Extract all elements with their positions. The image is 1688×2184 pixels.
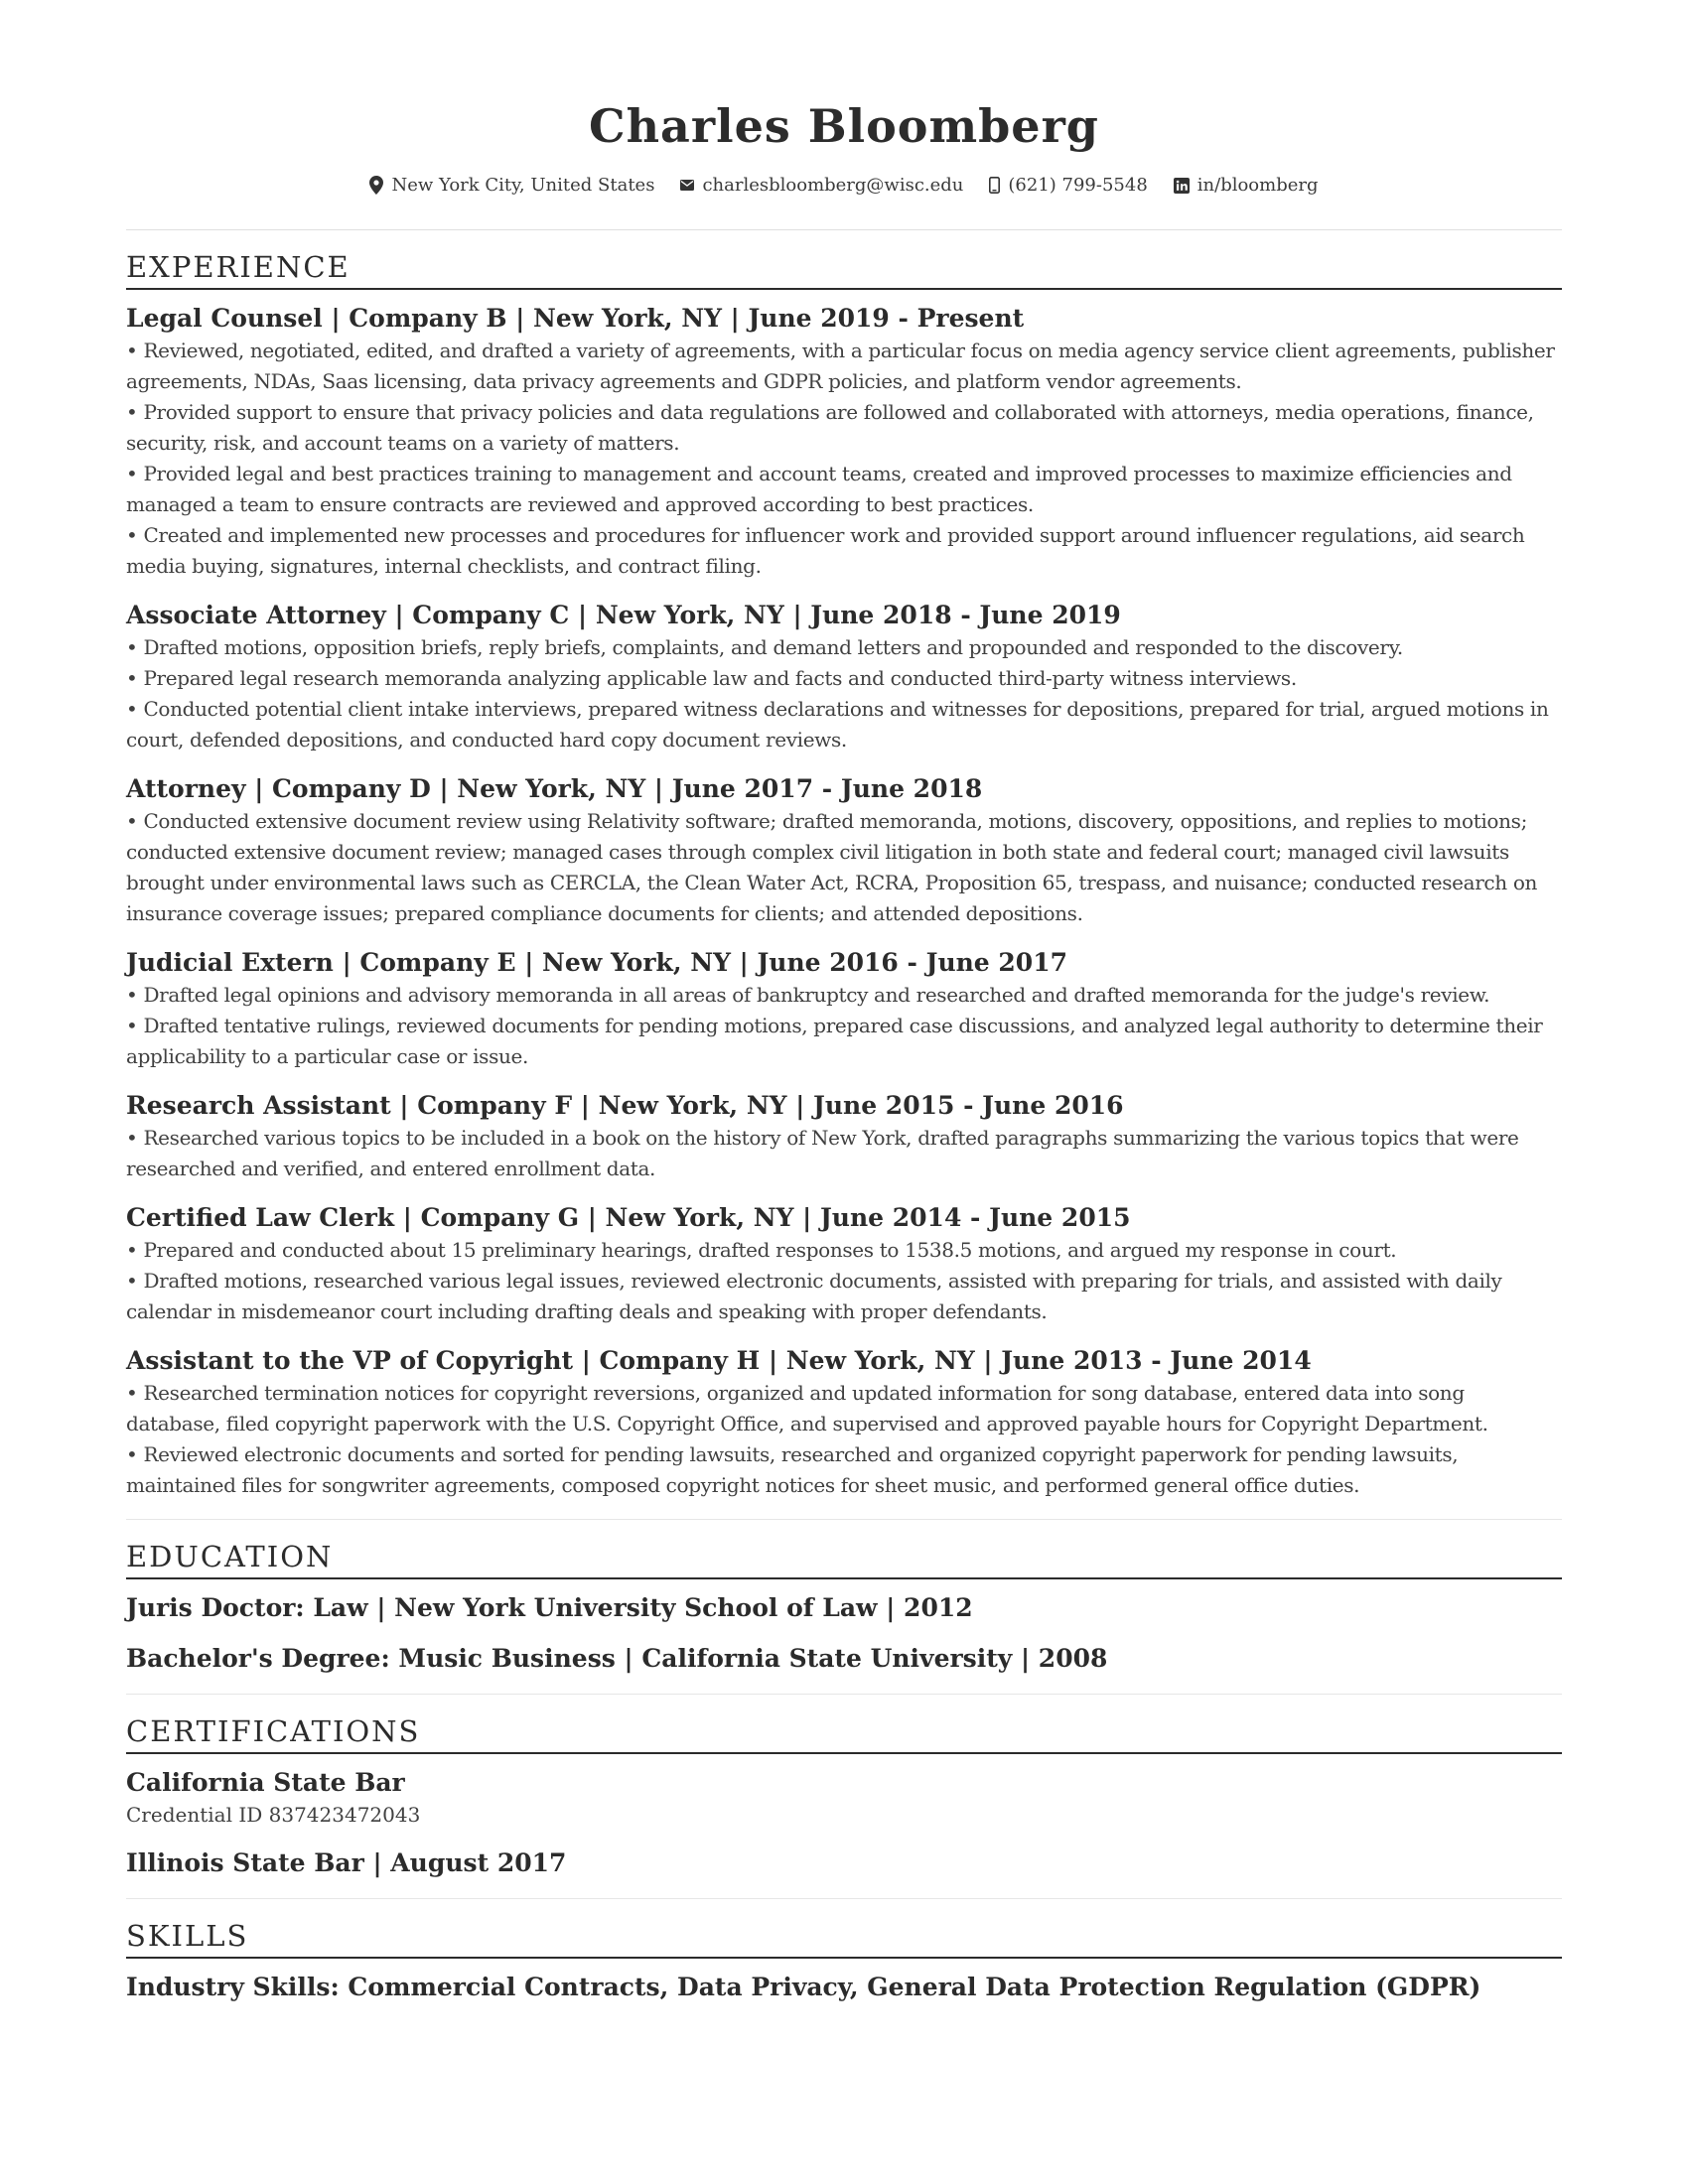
experience-entry bbox=[126, 1344, 1562, 1501]
entry-title: Bachelor's Degree: Music Business | California State University | 2008 bbox=[126, 1644, 1108, 1673]
bullet-list bbox=[126, 1235, 1562, 1327]
bullet-list bbox=[126, 336, 1562, 582]
bullet-list bbox=[126, 632, 1562, 755]
bullet-item: • Provided support to ensure that privacy policies and data regulations are followed and collaborated with attorneys, media operations, finance, security, risk, and account teams on a variety of matters. bbox=[126, 400, 1534, 455]
location-text: New York City, United States bbox=[391, 175, 655, 196]
header-divider bbox=[126, 229, 1562, 230]
credential-id: Credential ID 837423472043 bbox=[126, 1803, 421, 1827]
candidate-name: Charles Bloomberg bbox=[589, 99, 1099, 153]
entry-title: Research Assistant | Company F | New York, NY | June 2015 - June 2016 bbox=[126, 1091, 1124, 1120]
contact-phone[interactable] bbox=[989, 175, 1147, 196]
linkedin-icon bbox=[1174, 178, 1190, 194]
experience-entry bbox=[126, 772, 1562, 929]
bullet-item: • Prepared and conducted about 15 preliminary hearings, drafted responses to 1538.5 motions, and argued my response in court. bbox=[126, 1238, 1397, 1262]
bullet-item: • Drafted legal opinions and advisory memoranda in all areas of bankruptcy and researched and drafted memoranda for the judge's review. bbox=[126, 983, 1490, 1007]
bullet-item: • Conducted potential client intake interviews, prepared witness declarations and witnesses for depositions, prepared for trial, argued motions in court, defended depositions, and conducted hard copy document reviews. bbox=[126, 697, 1549, 751]
certification-entry bbox=[126, 1846, 1562, 1880]
envelope-icon bbox=[680, 180, 694, 191]
bullet-item: • Researched various topics to be included in a book on the history of New York, drafted paragraphs summarizing the various topics that were researched and verified, and entered enrollment data. bbox=[126, 1126, 1519, 1180]
section-divider bbox=[126, 1519, 1562, 1520]
bullet-item: • Drafted tentative rulings, reviewed documents for pending motions, prepared case discussions, and analyzed legal authority to determine their applicability to a particular case or issue. bbox=[126, 1014, 1543, 1068]
experience-entry bbox=[126, 599, 1562, 755]
experience-section bbox=[126, 250, 1562, 1520]
contact-location bbox=[369, 175, 654, 196]
contact-linkedin[interactable] bbox=[1174, 175, 1319, 196]
bullet-item: • Researched termination notices for copyright reversions, organized and updated information for song database, entered data into song database, filed copyright paperwork with the U.S. Copyright Office, and supervised and approved payable hours for Copyright Department. bbox=[126, 1381, 1488, 1435]
entry-title: Attorney | Company D | New York, NY | June 2017 - June 2018 bbox=[126, 774, 983, 803]
section-title-experience: EXPERIENCE bbox=[126, 250, 1562, 290]
bullet-item: • Conducted extensive document review using Relativity software; drafted memoranda, motions, discovery, oppositions, and replies to motions; conducted extensive document review; managed cases through complex civil litigation in both state and federal court; managed civil lawsuits brought under environmental laws such as CERCLA, the Clean Water Act, RCRA, Proposition 65, trespass, and nuisance; conducted research on insurance coverage issues; prepared compliance documents for clients; and attended depositions. bbox=[126, 809, 1538, 925]
entry-title: Illinois State Bar | August 2017 bbox=[126, 1848, 567, 1877]
entry-title: Legal Counsel | Company B | New York, NY | June 2019 - Present bbox=[126, 304, 1025, 333]
section-title-skills: SKILLS bbox=[126, 1919, 1562, 1959]
section-divider bbox=[126, 1694, 1562, 1695]
bullet-item: • Provided legal and best practices training to management and account teams, created and improved processes to maximize efficiencies and managed a team to ensure contracts are reviewed and approved according to best practices. bbox=[126, 462, 1512, 516]
education-entry bbox=[126, 1591, 1562, 1625]
education-entry bbox=[126, 1642, 1562, 1676]
contact-bar bbox=[126, 175, 1562, 196]
linkedin-link[interactable]: in/bloomberg bbox=[1196, 175, 1319, 196]
certification-entry bbox=[126, 1766, 1562, 1830]
section-title-certifications: CERTIFICATIONS bbox=[126, 1714, 1562, 1754]
bullet-list bbox=[126, 806, 1562, 929]
experience-entry bbox=[126, 1089, 1562, 1184]
certifications-section bbox=[126, 1714, 1562, 1899]
bullet-item: • Drafted motions, researched various legal issues, reviewed electronic documents, assisted with preparing for trials, and assisted with daily calendar in misdemeanor court including drafting deals and speaking with proper defendants. bbox=[126, 1269, 1502, 1323]
entry-title: Certified Law Clerk | Company G | New York, NY | June 2014 - June 2015 bbox=[126, 1203, 1131, 1232]
education-section bbox=[126, 1540, 1562, 1695]
entry-title: Assistant to the VP of Copyright | Company H | New York, NY | June 2013 - June 2014 bbox=[126, 1346, 1312, 1375]
contact-email[interactable] bbox=[680, 175, 963, 196]
bullet-list bbox=[126, 1123, 1562, 1184]
entry-title: Juris Doctor: Law | New York University School of Law | 2012 bbox=[126, 1593, 973, 1622]
entry-title: Associate Attorney | Company C | New York, NY | June 2018 - June 2019 bbox=[126, 601, 1121, 629]
phone-link[interactable]: (621) 799-5548 bbox=[1008, 175, 1148, 196]
phone-icon bbox=[989, 177, 1000, 194]
map-pin-icon bbox=[369, 176, 383, 195]
skills-section bbox=[126, 1919, 1562, 2004]
bullet-list bbox=[126, 980, 1562, 1072]
bullet-item: • Created and implemented new processes and procedures for influencer work and provided support around influencer regulations, aid search media buying, signatures, internal checklists, and contract filing. bbox=[126, 523, 1525, 578]
section-divider bbox=[126, 1898, 1562, 1899]
entry-title: California State Bar bbox=[126, 1768, 405, 1797]
bullet-list bbox=[126, 1378, 1562, 1501]
bullet-item: • Drafted motions, opposition briefs, reply briefs, complaints, and demand letters and propounded and responded to the discovery. bbox=[126, 635, 1403, 659]
skills-entry bbox=[126, 1971, 1562, 2004]
entry-title: Judicial Extern | Company E | New York, NY | June 2016 - June 2017 bbox=[126, 948, 1067, 977]
experience-entry bbox=[126, 946, 1562, 1072]
entry-title: Industry Skills: Commercial Contracts, Data Privacy, General Data Protection Regulation (GDPR) bbox=[126, 1973, 1481, 2001]
section-title-education: EDUCATION bbox=[126, 1540, 1562, 1579]
experience-entry bbox=[126, 302, 1562, 582]
email-link[interactable]: charlesbloomberg@wisc.edu bbox=[702, 175, 964, 196]
experience-entry bbox=[126, 1201, 1562, 1327]
bullet-item: • Reviewed electronic documents and sorted for pending lawsuits, researched and organized copyright paperwork for pending lawsuits, maintained files for songwriter agreements, composed copyright notices for sheet music, and performed general office duties. bbox=[126, 1442, 1459, 1497]
bullet-item: • Reviewed, negotiated, edited, and drafted a variety of agreements, with a particular focus on media agency service client agreements, publisher agreements, NDAs, Saas licensing, data privacy agreements and GDPR policies, and platform vendor agreements. bbox=[126, 339, 1555, 393]
bullet-item: • Prepared legal research memoranda analyzing applicable law and facts and conducted third-party witness interviews. bbox=[126, 666, 1297, 690]
